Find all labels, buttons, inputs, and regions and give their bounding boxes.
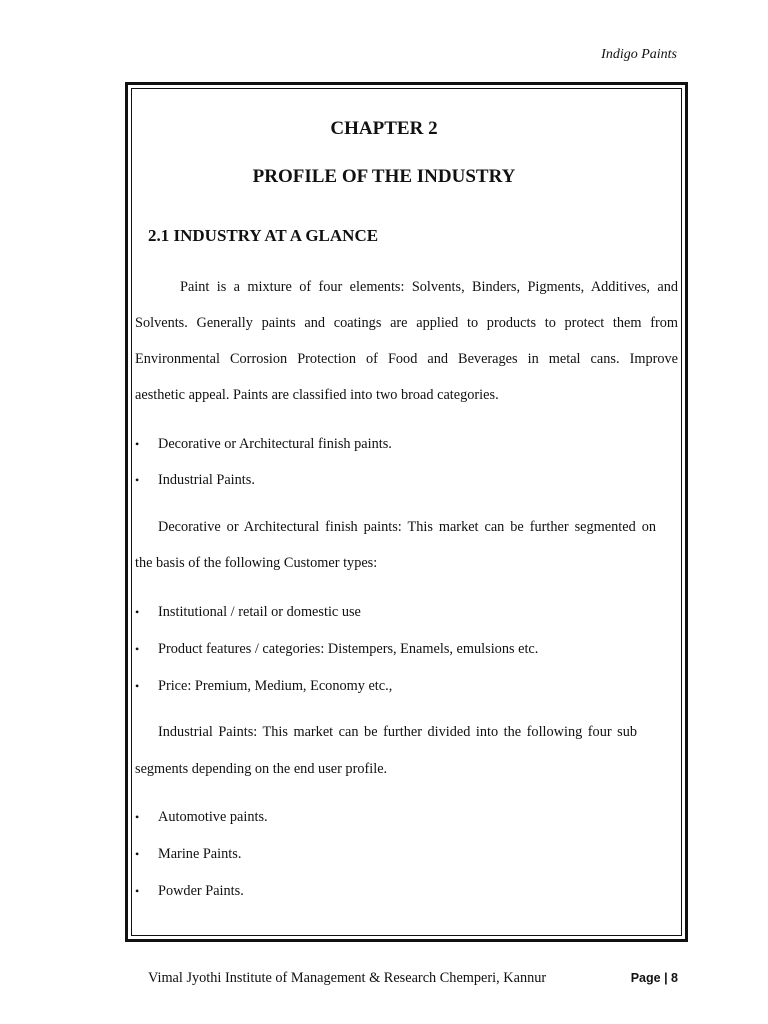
list-item — [135, 472, 255, 489]
list-item — [135, 678, 392, 695]
bullet-icon: • — [135, 605, 140, 619]
paragraph-line: Paint is a mixture of four elements: Solvents, Binders, Pigments, Additives, and — [180, 279, 678, 295]
list-item — [135, 436, 392, 453]
paragraph-line: segments depending on the end user profile. — [135, 761, 388, 777]
section-heading: 2.1 INDUSTRY AT A GLANCE — [148, 226, 379, 245]
list-item-text: Automotive paints. — [158, 809, 268, 825]
list-item-text: Product features / categories: Distempers, Enamels, emulsions etc. — [158, 641, 539, 657]
bullet-icon: • — [135, 847, 140, 861]
bullet-icon: • — [135, 884, 140, 898]
list-item — [135, 641, 538, 658]
bullet-icon: • — [135, 437, 140, 451]
paragraph-line: Solvents. Generally paints and coatings are applied to products to protect them from — [135, 315, 678, 331]
page-number: Page | 8 — [630, 971, 678, 985]
bullet-icon: • — [135, 642, 140, 656]
list-item-text: Industrial Paints. — [158, 472, 255, 488]
list-item-text: Marine Paints. — [158, 846, 242, 862]
list-item — [135, 846, 241, 863]
chapter-number: CHAPTER 2 — [330, 118, 438, 139]
bullet-icon: • — [135, 679, 140, 693]
list-item — [135, 809, 268, 826]
list-item-text: Decorative or Architectural finish paints. — [158, 436, 392, 452]
paragraph-line: Environmental Corrosion Protection of Food and Beverages in metal cans. Improve — [135, 351, 678, 367]
paragraph-line: the basis of the following Customer types: — [135, 555, 378, 571]
bullet-icon: • — [135, 473, 140, 487]
list-item-text: Price: Premium, Medium, Economy etc., — [158, 678, 393, 694]
bullet-icon: • — [135, 810, 140, 824]
paragraph-line: Industrial Paints: This market can be further divided into the following four sub — [158, 724, 637, 740]
paragraph-line: Decorative or Architectural finish paints: This market can be further segmented on — [158, 519, 656, 535]
footer-institute: Vimal Jyothi Institute of Management & Research Chemperi, Kannur — [148, 970, 547, 986]
list-item-text: Powder Paints. — [158, 883, 244, 899]
running-header: Indigo Paints — [601, 47, 677, 62]
list-item — [135, 604, 361, 621]
chapter-title: PROFILE OF THE INDUSTRY — [252, 166, 516, 187]
list-item-text: Institutional / retail or domestic use — [158, 604, 361, 620]
list-item — [135, 883, 244, 900]
paragraph-line: aesthetic appeal. Paints are classified into two broad categories. — [135, 387, 499, 403]
